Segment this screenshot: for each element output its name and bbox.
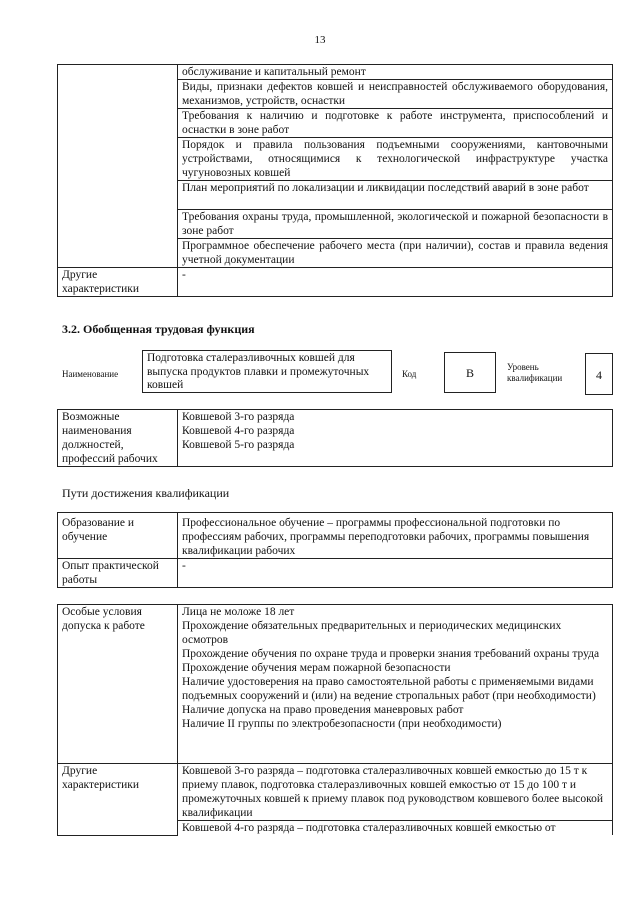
table-cell: [178, 109, 613, 138]
table-cell: [178, 239, 613, 268]
row-label: Опыт практической работы: [62, 560, 159, 586]
table-row: [58, 65, 613, 80]
table-cell-label: [58, 559, 178, 588]
table-cell: [178, 559, 613, 588]
list-item: Лица не моложе 18 лет: [182, 606, 295, 618]
list-item: Виды, признаки дефектов ковшей и неисправностей обслуживаемого оборудования, механизмов, устройств, оснастки: [182, 81, 608, 107]
list-item: Прохождение обучения по охране труда и проверки знания требований охраны труда: [182, 648, 600, 660]
table-cell-empty: [58, 65, 178, 268]
row-label: Особые условия допуска к работе: [62, 606, 145, 632]
list-item: Ковшевой 4-го разряда – подготовка сталеразливочных ковшей емкостью от: [182, 822, 556, 834]
row-label: Другие характеристики: [62, 269, 140, 295]
table-row: [58, 605, 613, 764]
page-number: 13: [314, 34, 326, 46]
conditions-table: [57, 604, 613, 836]
education-table: [57, 512, 613, 588]
list-item: План мероприятий по локализации и ликвидации последствий аварий в зоне работ: [182, 182, 589, 194]
table-cell: [178, 764, 613, 821]
table-row: [58, 268, 613, 297]
row-label: Образование и обучение: [62, 517, 135, 543]
list-item: Ковшевой 3-го разряда – подготовка сталеразливочных ковшей емкостью до 15 т к приему плавок, подготовка сталеразливочных ковшей емкостью от 15 до 100 т и промежуточных ковшей к приему плавок под руководством ковшевого более высокой квалификации: [182, 765, 604, 819]
table-cell: [178, 268, 613, 297]
list-item: Наличие допуска на право проведения маневровых работ: [182, 704, 464, 716]
table-cell-label: [58, 410, 178, 467]
list-item: Наличие II группы по электробезопасности (при необходимости): [182, 718, 502, 730]
list-item: Наличие удостоверения на право самостоятельной работы с применяемыми видами подъемных сооружений и (или) на ведение стропальных работ (при необходимости): [182, 676, 596, 702]
list-item: Прохождение обучения мерам пожарной безопасности: [182, 662, 451, 674]
table-cell: [178, 210, 613, 239]
row-label: Другие характеристики: [62, 765, 140, 791]
name-label: Наименование: [62, 369, 119, 379]
table-cell-label: [58, 513, 178, 559]
knowledge-table-continuation: [57, 64, 613, 297]
table-cell: [178, 138, 613, 181]
list-item: обслуживание и капитальный ремонт: [182, 66, 366, 78]
list-item: Требования к наличию и подготовке к работе инструмента, приспособлений и оснастки в зоне работ: [182, 110, 608, 136]
table-cell: [178, 605, 613, 764]
function-code-box: В: [444, 352, 496, 393]
table-cell: [178, 80, 613, 109]
list-item: Прохождение обязательных предварительных и периодических медицинских осмотров: [182, 620, 562, 646]
list-item: Ковшевой 3-го разряда: [182, 411, 295, 423]
table-row: [58, 559, 613, 588]
code-label: Код: [402, 369, 417, 379]
paths-title: Пути достижения квалификации: [62, 486, 230, 500]
level-box: 4: [585, 353, 613, 395]
list-item: Программное обеспечение рабочего места (при наличии), состав и правила ведения учетной документации: [182, 240, 608, 266]
table-cell: [178, 821, 613, 836]
list-item: Требования охраны труда, промышленной, экологической и пожарной безопасности в зоне работ: [182, 211, 608, 237]
row-value: -: [182, 269, 186, 281]
table-cell: [178, 181, 613, 210]
table-cell-label: [58, 764, 178, 836]
table-row: [58, 513, 613, 559]
row-value: -: [182, 560, 186, 572]
row-value: Профессиональное обучение – программы профессиональной подготовки по профессиям рабочих, программы переподготовки рабочих, программы повышения квалификации рабочих: [182, 517, 590, 557]
row-label: Возможные наименования должностей, профессий рабочих: [62, 411, 158, 465]
list-item: Ковшевой 5-го разряда: [182, 439, 295, 451]
table-cell: [178, 513, 613, 559]
table-cell-label: [58, 268, 178, 297]
table-row: [58, 764, 613, 821]
list-item: Ковшевой 4-го разряда: [182, 425, 295, 437]
function-name-box: Подготовка сталеразливочных ковшей для выпуска продуктов плавки и промежуточных ковшей: [142, 350, 392, 393]
section-title: 3.2. Обобщенная трудовая функция: [62, 322, 255, 336]
table-cell: [178, 410, 613, 467]
table-cell-label: [58, 605, 178, 764]
level-label: Уровень квалификации: [507, 362, 563, 383]
list-item: Порядок и правила пользования подъемными сооружениями, кантовочными устройствами, относящимися к технологической инфраструктуре участка чугуновозных ковшей: [182, 139, 608, 179]
table-row: [58, 410, 613, 467]
table-cell: [178, 65, 613, 80]
positions-table: [57, 409, 613, 467]
